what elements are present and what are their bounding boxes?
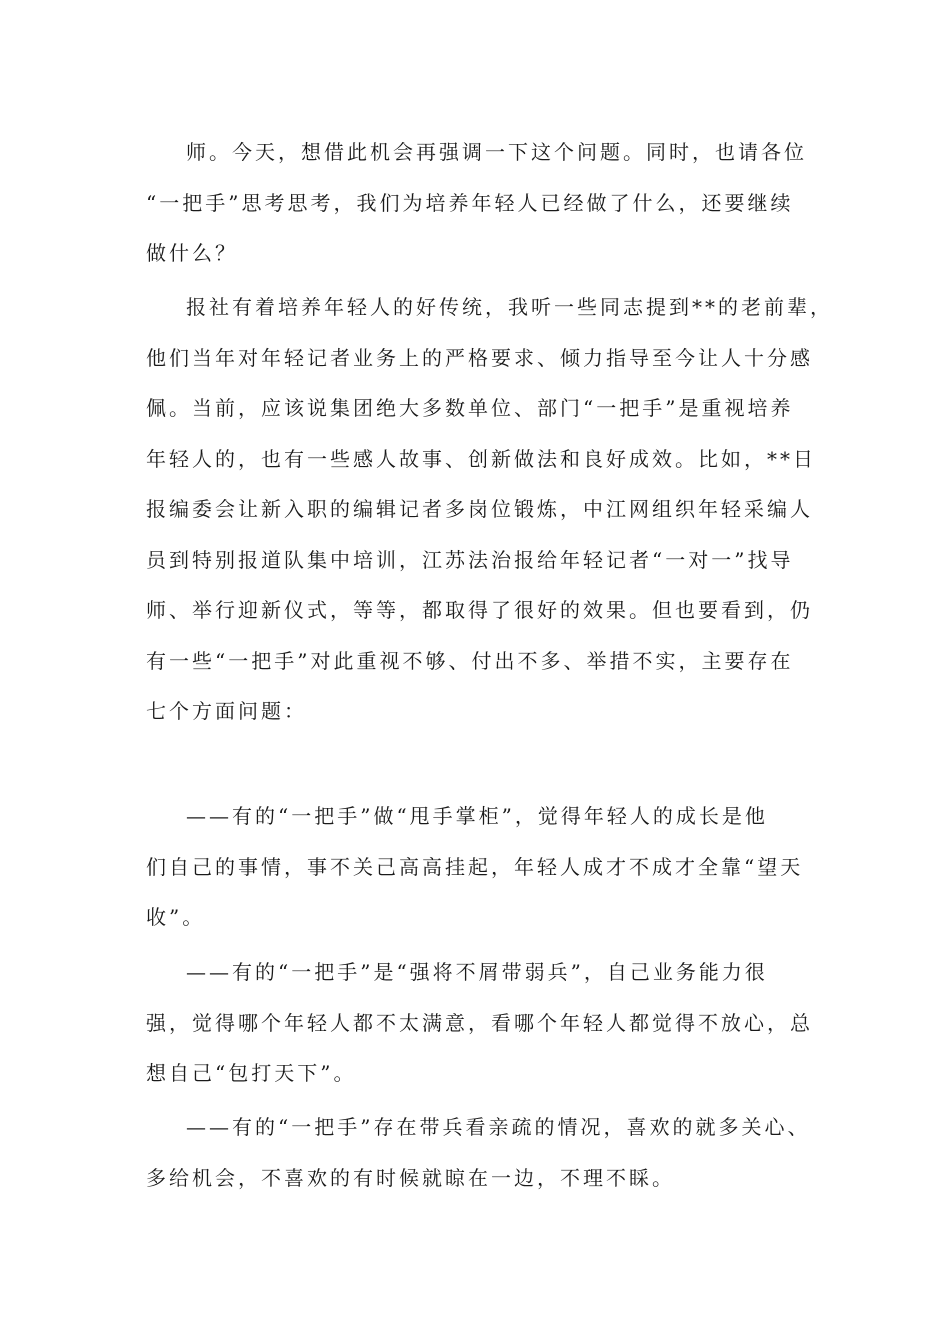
- paragraph-line: ——有的“一把手”存在带兵看亲疏的情况，喜欢的就多关心、: [186, 1115, 811, 1139]
- paragraph-4: [146, 947, 813, 1099]
- paragraph-2: [146, 282, 833, 787]
- paragraph-line: ——有的“一把手”是“强将不屑带弱兵”，自己业务能力很: [186, 960, 768, 984]
- paragraph-line: 做什么？: [146, 241, 238, 265]
- paragraph-line: ——有的“一把手”做“甩手掌柜”，觉得年轻人的成长是他: [186, 804, 768, 828]
- paragraph-5: [146, 1102, 811, 1203]
- paragraph-line: 师。今天，想借此机会再强调一下这个问题。同时，也请各位: [186, 140, 807, 164]
- paragraph-line: 报编委会让新入职的编辑记者多岗位锻炼，中江网组织年轻采编人: [146, 497, 813, 521]
- paragraph-line: “一把手”思考思考，我们为培养年轻人已经做了什么，还要继续: [146, 190, 794, 215]
- paragraph-line: 佩。当前，应该说集团绝大多数单位、部门“一把手”是重视培养: [146, 396, 794, 420]
- paragraph-line: 七个方面问题：: [146, 699, 307, 723]
- paragraph-line: 想自己“包打天下”。: [146, 1061, 357, 1085]
- paragraph-line: 师、举行迎新仪式，等等，都取得了很好的效果。但也要看到，仍: [146, 598, 813, 622]
- paragraph-line: 多给机会，不喜欢的有时候就晾在一边，不理不睬。: [146, 1165, 675, 1190]
- paragraph-line: 报社有着培养年轻人的好传统，我听一些同志提到**的老前辈，: [186, 295, 833, 319]
- paragraph-line: 们自己的事情，事不关己高高挂起，年轻人成才不成才全靠“望天: [146, 854, 804, 879]
- paragraph-line: [146, 737, 806, 788]
- paragraph-line: 年轻人的，也有一些感人故事、创新做法和良好成效。比如，**日: [146, 446, 816, 471]
- paragraph-1: [146, 127, 806, 279]
- paragraph-3: [146, 791, 806, 943]
- paragraph-line: 他们当年对年轻记者业务上的严格要求、倾力指导至今让人十分感: [146, 345, 813, 370]
- paragraph-line: 员到特别报道队集中培训，江苏法治报给年轻记者“一对一”找导: [146, 547, 794, 572]
- paragraph-line: 有一些“一把手”对此重视不够、付出不多、举措不实，主要存在: [146, 648, 794, 673]
- paragraph-line: 强，觉得哪个年轻人都不太满意，看哪个年轻人都觉得不放心，总: [146, 1010, 813, 1035]
- paragraph-line: 收”。: [146, 905, 206, 929]
